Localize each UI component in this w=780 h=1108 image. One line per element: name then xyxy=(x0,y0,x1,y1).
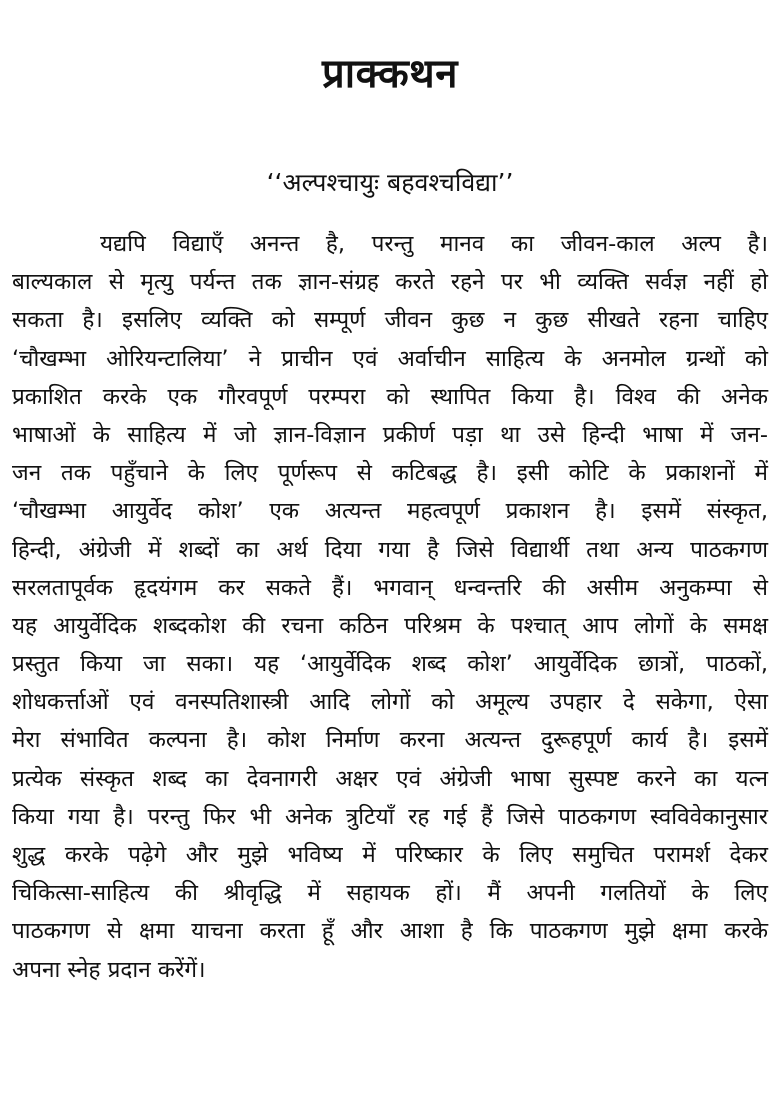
page-title: प्राक्कथन xyxy=(322,51,458,97)
paragraph-line: यद्यपि विद्याएँ अनन्त है, परन्तु मानव का जीवन-काल अल्प है। xyxy=(100,231,768,257)
paragraph-line: जन तक पहुँचाने के लिए पूर्णरूप से कटिबद्ध है। इसी कोटि के प्रकाशनों में xyxy=(12,460,768,487)
preface-paragraph xyxy=(12,225,768,989)
paragraph-line: प्रत्येक संस्कृत शब्द का देवनागरी अक्षर एवं अंग्रेजी भाषा सुस्पष्ट करने का यत्न xyxy=(12,765,768,792)
paragraph-line: शोधकर्त्ताओं एवं वनस्पतिशास्त्री आदि लोगों को अमूल्य उपहार दे सकेगा, ऐसा xyxy=(12,689,768,716)
paragraph-line: हिन्दी, अंग्रेजी में शब्दों का अर्थ दिया गया है जिसे विद्यार्थी तथा अन्य पाठकगण xyxy=(12,536,768,563)
paragraph-line: मेरा संभावित कल्पना है। कोश निर्माण करना अत्यन्त दुरूहपूर्ण कार्य है। इसमें xyxy=(12,727,768,754)
paragraph-line: किया गया है। परन्तु फिर भी अनेक त्रुटियाँ रह गई हैं जिसे पाठकगण स्वविवेकानुसार xyxy=(12,803,768,830)
paragraph-line: सरलतापूर्वक हृदयंगम कर सकते हैं। भगवान् धन्वन्तरि की असीम अनुकम्पा से xyxy=(12,574,768,601)
paragraph-line: ‘चौखम्भा आयुर्वेद कोश’ एक अत्यन्त महत्वपूर्ण प्रकाशन है। इसमें संस्कृत, xyxy=(12,498,768,525)
paragraph-line: चिकित्सा-साहित्य की श्रीवृद्धि में सहायक हों। मैं अपनी गलतियों के लिए xyxy=(12,880,768,907)
paragraph-line: प्रस्तुत किया जा सका। यह ‘आयुर्वेदिक शब्द कोश’ आयुर्वेदिक छात्रों, पाठकों, xyxy=(12,651,768,678)
paragraph-line: पाठकगण से क्षमा याचना करता हूँ और आशा है कि पाठकगण मुझे क्षमा करके xyxy=(12,918,768,945)
paragraph-line: सकता है। इसलिए व्यक्ति को सम्पूर्ण जीवन कुछ न कुछ सीखते रहना चाहिए xyxy=(12,307,768,334)
paragraph-line: यह आयुर्वेदिक शब्दकोश की रचना कठिन परिश्रम के पश्चात् आप लोगों के समक्ष xyxy=(12,612,768,639)
paragraph-line: शुद्ध करके पढ़ेगे और मुझे भविष्य में परिष्कार के लिए समुचित परामर्श देकर xyxy=(12,842,768,868)
paragraph-line: भाषाओं के साहित्य में जो ज्ञान-विज्ञान प्रकीर्ण पड़ा था उसे हिन्दी भाषा में जन- xyxy=(12,421,768,448)
epigraph-subtitle: ‘‘अल्पश्चायुः बहवश्चविद्या’’ xyxy=(266,168,514,197)
paragraph-line: बाल्यकाल से मृत्यु पर्यन्त तक ज्ञान-संग्रह करते रहने पर भी व्यक्ति सर्वज्ञ नहीं हो xyxy=(12,269,768,296)
paragraph-line: प्रकाशित करके एक गौरवपूर्ण परम्परा को स्थापित किया है। विश्व की अनेक xyxy=(12,383,768,410)
paragraph-line: ‘चौखम्भा ओरियन्टालिया’ ने प्राचीन एवं अर्वाचीन साहित्य के अनमोल ग्रन्थों को xyxy=(12,345,768,372)
paragraph-line-last: अपना स्नेह प्रदान करेंगें। xyxy=(12,956,206,983)
